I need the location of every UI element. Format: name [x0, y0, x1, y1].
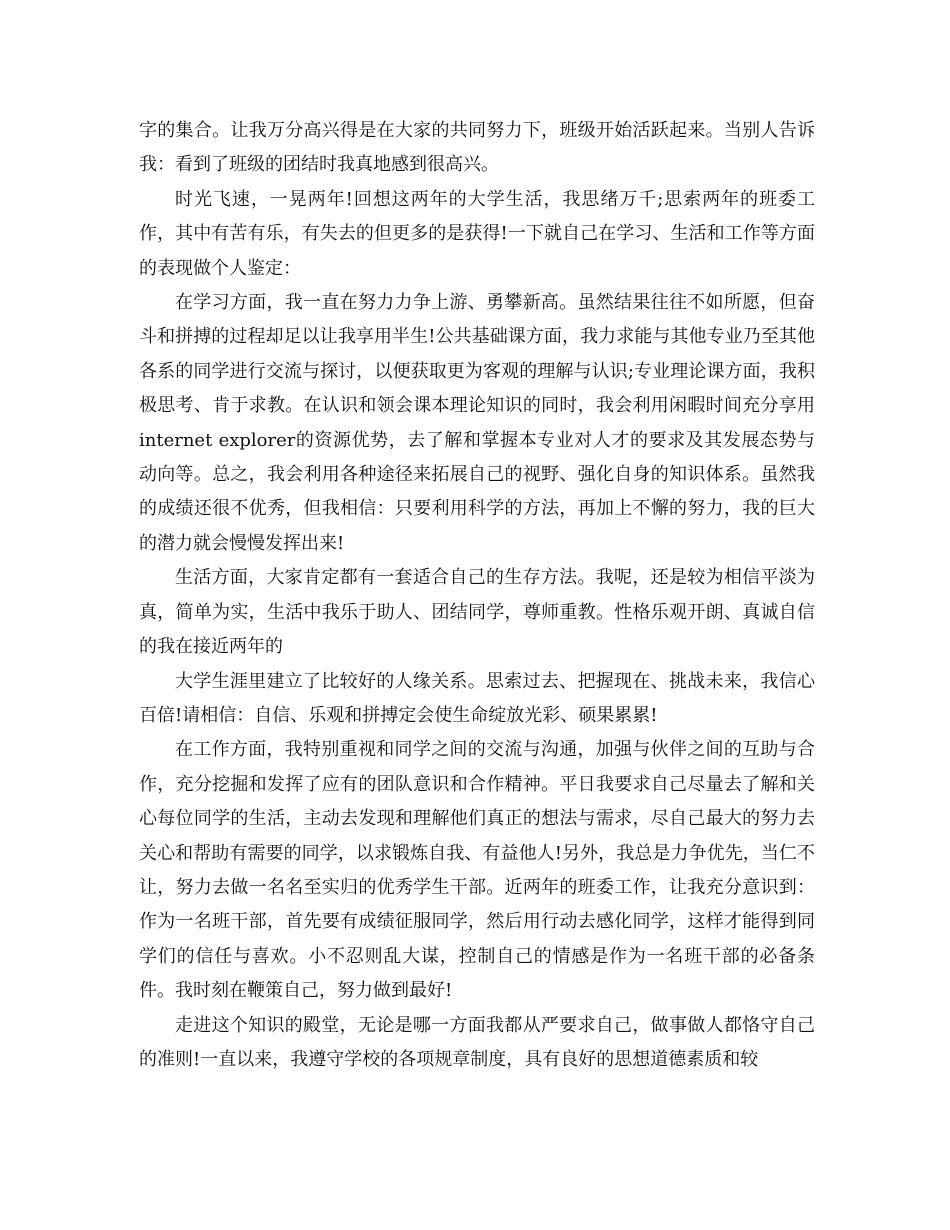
paragraph-4: 生活方面，大家肯定都有一套适合自己的生存方法。我呢，还是较为相信平淡为真，简单为实，生活中我乐于助人、团结同学，尊师重教。性格乐观开朗、真诚自信的我在接近两年的	[139, 567, 815, 658]
paragraph-5: 大学生涯里建立了比较好的人缘关系。思索过去、把握现在、挑战未来，我信心百倍!请相信：自信、乐观和拼搏定会使生命绽放光彩、硕果累累!	[139, 670, 815, 726]
paragraph-6: 在工作方面，我特别重视和同学之间的交流与沟通，加强与伙伴之间的互助与合作，充分挖掘和发挥了应有的团队意识和合作精神。平日我要求自己尽量去了解和关心每位同学的生活，主动去发现和理解他们真正的想法与需求，尽自己最大的努力去关心和帮助有需要的同学，以求锻炼自我、有益他人!另外，我总是力争优先，当仁不让，努力去做一名名至实归的优秀学生干部。近两年的班委工作，让我充分意识到：作为一名班干部，首先要有成绩征服同学，然后用行动去感化同学，这样才能得到同学们的信任与喜欢。小不忍则乱大谋，控制自己的情感是作为一名班干部的必备条件。我时刻在鞭策自己，努力做到最好!	[139, 739, 815, 1002]
document-body	[139, 114, 815, 1077]
paragraph-7: 走进这个知识的殿堂，无论是哪一方面我都从严要求自己，做事做人都恪守自己的准则!一直以来，我遵守学校的各项规章制度，具有良好的思想道德素质和较	[139, 1014, 815, 1070]
paragraph-1: 字的集合。让我万分高兴得是在大家的共同努力下，班级开始活跃起来。当别人告诉我：看到了班级的团结时我真地感到很高兴。	[139, 120, 815, 176]
paragraph-2: 时光飞速，一晃两年!回想这两年的大学生活，我思绪万千;思索两年的班委工作，其中有苦有乐，有失去的但更多的是获得!一下就自己在学习、生活和工作等方面的表现做个人鉴定：	[139, 188, 815, 279]
paragraph-3: 在学习方面，我一直在努力力争上游、勇攀新高。虽然结果往往不如所愿，但奋斗和拼搏的过程却足以让我享用半生!公共基础课方面，我力求能与其他专业乃至其他各系的同学进行交流与探讨，以便获取更为客观的理解与认识;专业理论课方面，我积极思考、肯于求教。在认识和领会课本理论知识的同时，我会利用闲暇时间充分享用internet explorer的资源优势，去了解和掌握本专业对人才的要求及其发展态势与动向等。总之，我会利用各种途径来拓展自己的视野、强化自身的知识体系。虽然我的成绩还很不优秀，但我相信：只要利用科学的方法，再加上不懈的努力，我的巨大的潜力就会慢慢发挥出来!	[139, 292, 815, 554]
